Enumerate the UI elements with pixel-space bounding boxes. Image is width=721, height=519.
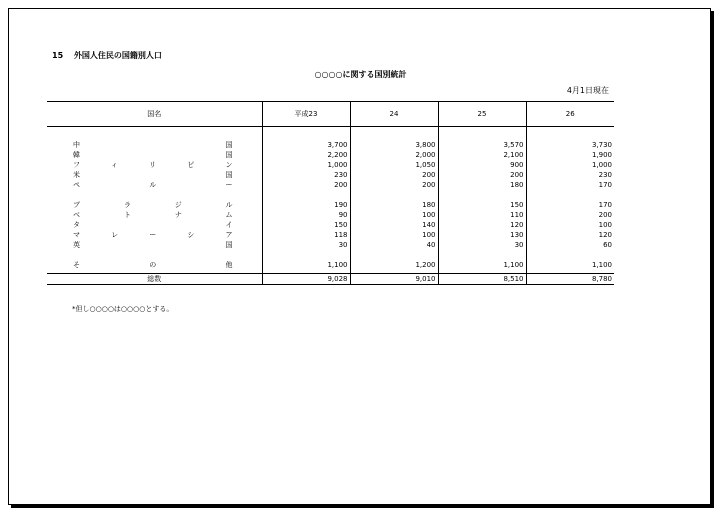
table-subtitle: ○○○○に関する国別統計 — [314, 70, 407, 79]
population-value: 9,028 — [262, 274, 350, 285]
population-value: 1,000 — [262, 160, 350, 170]
population-value: 9,010 — [350, 274, 438, 285]
country-name: 韓国 — [73, 151, 233, 159]
country-name: マレーシア — [73, 231, 233, 239]
population-value: 100 — [526, 220, 614, 230]
total-row — [47, 274, 614, 285]
population-value: 180 — [350, 200, 438, 210]
country-name: ベトナム — [73, 211, 233, 219]
population-value: 130 — [438, 230, 526, 240]
population-value: 140 — [350, 220, 438, 230]
header-year: 平成23 — [262, 102, 350, 127]
spacer-row — [47, 127, 614, 141]
table-row — [47, 210, 614, 220]
population-value: 8,510 — [438, 274, 526, 285]
population-value: 120 — [438, 220, 526, 230]
population-value: 3,800 — [350, 140, 438, 150]
population-value: 170 — [526, 200, 614, 210]
population-value: 3,730 — [526, 140, 614, 150]
population-value: 2,100 — [438, 150, 526, 160]
population-value: 180 — [438, 180, 526, 190]
population-value: 150 — [262, 220, 350, 230]
header-year: 26 — [526, 102, 614, 127]
population-value: 1,900 — [526, 150, 614, 160]
population-value: 118 — [262, 230, 350, 240]
footnote: *但し○○○○は○○○○とする。 — [72, 305, 174, 313]
table-row — [47, 240, 614, 250]
population-value: 90 — [262, 210, 350, 220]
population-value: 170 — [526, 180, 614, 190]
population-value: 190 — [262, 200, 350, 210]
table-header-row — [47, 102, 614, 127]
population-value: 1,000 — [526, 160, 614, 170]
population-value: 200 — [262, 180, 350, 190]
spacer-row — [47, 250, 614, 260]
table-row — [47, 200, 614, 210]
population-value: 200 — [526, 210, 614, 220]
section-title: 外国人住民の国籍別人口 — [73, 51, 162, 60]
table-row — [47, 140, 614, 150]
population-value: 1,050 — [350, 160, 438, 170]
population-value: 2,000 — [350, 150, 438, 160]
as-of-date: 4月1日現在 — [566, 86, 609, 95]
population-value: 2,200 — [262, 150, 350, 160]
section-heading — [52, 50, 162, 61]
population-value: 8,780 — [526, 274, 614, 285]
table-row — [47, 160, 614, 170]
population-value: 100 — [350, 210, 438, 220]
spacer-row — [47, 190, 614, 200]
table-row — [47, 170, 614, 180]
country-name: ブラジル — [73, 201, 233, 209]
population-value: 200 — [350, 170, 438, 180]
table-row — [47, 150, 614, 160]
population-value: 200 — [438, 170, 526, 180]
population-value: 120 — [526, 230, 614, 240]
section-number: 15 — [52, 51, 64, 60]
population-value: 3,570 — [438, 140, 526, 150]
table-row — [47, 260, 614, 270]
country-name: フィリピン — [73, 161, 233, 169]
table-row — [47, 180, 614, 190]
country-name: 米国 — [73, 171, 233, 179]
table-row — [47, 230, 614, 240]
population-value: 1,100 — [438, 260, 526, 270]
population-value: 100 — [350, 230, 438, 240]
population-value: 40 — [350, 240, 438, 250]
population-value: 30 — [262, 240, 350, 250]
population-value: 1,100 — [262, 260, 350, 270]
population-value: 230 — [262, 170, 350, 180]
population-value: 60 — [526, 240, 614, 250]
country-name: 英国 — [73, 241, 233, 249]
header-year: 25 — [438, 102, 526, 127]
country-name: その他 — [73, 261, 233, 269]
population-value: 30 — [438, 240, 526, 250]
population-table — [47, 101, 614, 285]
country-name: タイ — [73, 221, 233, 229]
country-name: 総数 — [47, 274, 262, 285]
population-value: 200 — [350, 180, 438, 190]
population-value: 1,200 — [350, 260, 438, 270]
header-country: 国名 — [47, 102, 262, 127]
population-value: 150 — [438, 200, 526, 210]
population-value: 900 — [438, 160, 526, 170]
country-name: 中国 — [73, 141, 233, 149]
country-name: ペルー — [73, 181, 233, 189]
population-value: 1,100 — [526, 260, 614, 270]
population-value: 110 — [438, 210, 526, 220]
table-row — [47, 220, 614, 230]
header-year: 24 — [350, 102, 438, 127]
population-value: 3,700 — [262, 140, 350, 150]
population-value: 230 — [526, 170, 614, 180]
